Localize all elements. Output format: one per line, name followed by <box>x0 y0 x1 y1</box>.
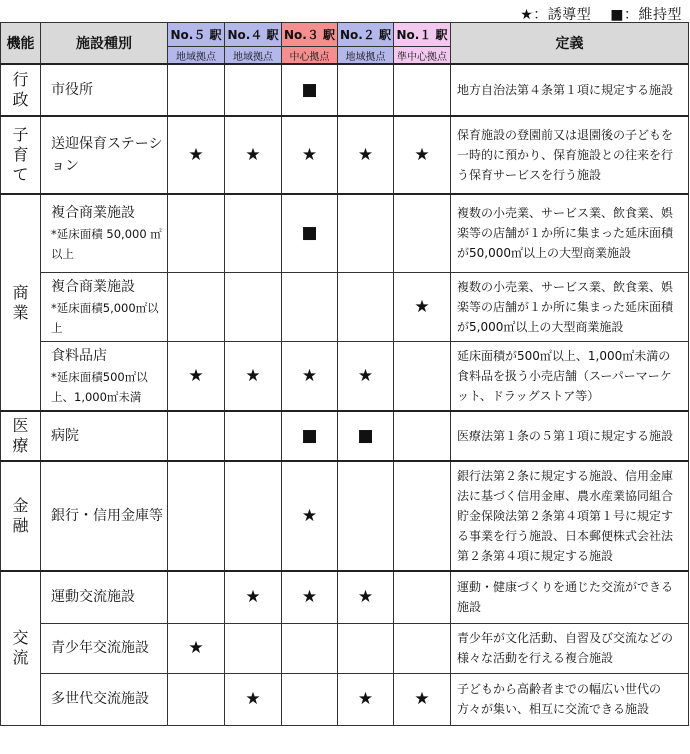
table-row <box>1 272 689 341</box>
mark-cell <box>168 673 225 725</box>
facility-cell: 銀行・信用金庫等 <box>41 461 168 571</box>
mark-cell <box>168 461 225 571</box>
mark-cell <box>225 461 282 571</box>
facility-cell: 青少年交流施設 <box>41 623 168 673</box>
mark-cell <box>168 411 225 461</box>
facility-cell: 複合商業施設 *延床面積5,000㎡以上 <box>41 272 168 341</box>
facility-cell: 複合商業施設 *延床面積 50,000 ㎡以上 <box>41 194 168 272</box>
table-row <box>1 64 689 116</box>
mark-cell: ★ <box>225 341 282 411</box>
station-2-name: No.２ 駅 <box>338 23 394 47</box>
facility-cell: 多世代交流施設 <box>41 673 168 725</box>
table-row <box>1 623 689 673</box>
mark-cell: ★ <box>225 116 282 194</box>
mark-cell <box>225 64 282 116</box>
mark-cell: ★ <box>282 571 338 623</box>
mark-cell <box>338 461 394 571</box>
mark-cell: ★ <box>168 341 225 411</box>
definition-cell: 地方自治法第４条第１項に規定する施設 <box>451 64 689 116</box>
mark-cell: ★ <box>394 272 451 341</box>
mark-cell: ★ <box>338 116 394 194</box>
station-5-name: No.５ 駅 <box>168 23 225 47</box>
station-3-name: No.３ 駅 <box>282 23 338 47</box>
facility-cell: 食料品店 *延床面積500㎡以上、1,000㎡未満 <box>41 341 168 411</box>
mark-cell: ★ <box>394 116 451 194</box>
facility-note: *延床面積 50,000 ㎡以上 <box>51 227 162 262</box>
definition-cell: 医療法第１条の５第１項に規定する施設 <box>451 411 689 461</box>
header-definition: 定義 <box>451 23 689 65</box>
table-row <box>1 411 689 461</box>
category-cell: 金融 <box>1 461 41 571</box>
table-row <box>1 461 689 571</box>
table-row <box>1 571 689 623</box>
mark-cell <box>394 341 451 411</box>
legend-induce: ★：誘導型 <box>520 7 592 23</box>
mark-cell <box>168 194 225 272</box>
definition-cell: 保育施設の登園前又は退園後の子どもを一時的に預かり、保育施設との往来を行う保育サービスを行う施設 <box>451 116 689 194</box>
facility-table <box>0 22 689 726</box>
mark-cell <box>168 571 225 623</box>
mark-cell: ★ <box>338 341 394 411</box>
facility-cell: 市役所 <box>41 64 168 116</box>
header-category: 機能 <box>1 23 41 65</box>
mark-cell <box>394 461 451 571</box>
definition-cell: 青少年が文化活動、自習及び交流などの様々な活動を行える複合施設 <box>451 623 689 673</box>
table-row <box>1 341 689 411</box>
mark-cell: ■ <box>338 411 394 461</box>
definition-cell: 複数の小売業、サービス業、飲食業、娯楽等の店舗が１か所に集まった延床面積が50,000㎡以上の大型商業施設 <box>451 194 689 272</box>
station-1-name: No.１ 駅 <box>394 23 451 47</box>
category-cell: 交流 <box>1 571 41 725</box>
mark-cell: ■ <box>282 64 338 116</box>
mark-cell <box>282 623 338 673</box>
category-cell: 行政 <box>1 64 41 116</box>
station-4-type: 地域拠点 <box>225 47 282 65</box>
category-cell: 医療 <box>1 411 41 461</box>
mark-cell <box>168 272 225 341</box>
facility-note: *延床面積500㎡以上、1,000㎡未満 <box>51 369 148 404</box>
mark-cell <box>282 272 338 341</box>
mark-cell: ★ <box>282 461 338 571</box>
mark-cell <box>394 194 451 272</box>
facility-cell: 運動交流施設 <box>41 571 168 623</box>
mark-cell: ★ <box>338 673 394 725</box>
mark-cell <box>394 571 451 623</box>
mark-cell: ★ <box>338 571 394 623</box>
mark-cell <box>282 673 338 725</box>
mark-cell <box>394 411 451 461</box>
definition-cell: 銀行法第２条に規定する施設、信用金庫法に基づく信用金庫、農水産業協同組合貯金保険法第２条第４項第１号に規定する事業を行う施設、日本郵便株式会社法第２条第４項に規定する施設 <box>451 461 689 571</box>
mark-cell: ★ <box>394 673 451 725</box>
mark-cell <box>394 64 451 116</box>
category-cell: 商業 <box>1 194 41 411</box>
definition-cell: 延床面積が500㎡以上、1,000㎡未満の食料品を扱う小売店舗（スーパーマーケット、ドラッグストア等） <box>451 341 689 411</box>
mark-cell: ★ <box>225 571 282 623</box>
mark-cell <box>225 411 282 461</box>
mark-cell: ★ <box>282 116 338 194</box>
table-row <box>1 116 689 194</box>
mark-cell <box>168 64 225 116</box>
facility-cell: 病院 <box>41 411 168 461</box>
mark-cell <box>225 623 282 673</box>
header-facility: 施設種別 <box>41 23 168 65</box>
mark-cell: ★ <box>168 623 225 673</box>
mark-cell: ■ <box>282 411 338 461</box>
mark-cell: ■ <box>282 194 338 272</box>
mark-cell <box>338 64 394 116</box>
definition-cell: 複数の小売業、サービス業、飲食業、娯楽等の店舗が１か所に集まった延床面積が5,000㎡以上の大型商業施設 <box>451 272 689 341</box>
mark-cell <box>225 194 282 272</box>
mark-cell: ★ <box>225 673 282 725</box>
facility-cell: 送迎保育ステーション <box>41 116 168 194</box>
mark-cell <box>338 272 394 341</box>
mark-cell <box>338 194 394 272</box>
definition-cell: 運動・健康づくりを通じた交流ができる施設 <box>451 571 689 623</box>
mark-cell <box>338 623 394 673</box>
definition-cell: 子どもから高齢者までの幅広い世代の方々が集い、相互に交流できる施設 <box>451 673 689 725</box>
mark-cell: ★ <box>282 341 338 411</box>
table-row <box>1 194 689 272</box>
mark-cell <box>394 623 451 673</box>
station-4-name: No.４ 駅 <box>225 23 282 47</box>
legend <box>520 4 682 24</box>
facility-note: *延床面積5,000㎡以上 <box>51 300 159 335</box>
legend-maintain: ■：維持型 <box>610 7 682 23</box>
station-2-type: 地域拠点 <box>338 47 394 65</box>
mark-cell: ★ <box>168 116 225 194</box>
table-row <box>1 673 689 725</box>
category-cell: 子育て <box>1 116 41 194</box>
mark-cell <box>225 272 282 341</box>
station-1-type: 準中心拠点 <box>394 47 451 65</box>
station-3-type: 中心拠点 <box>282 47 338 65</box>
station-5-type: 地域拠点 <box>168 47 225 65</box>
